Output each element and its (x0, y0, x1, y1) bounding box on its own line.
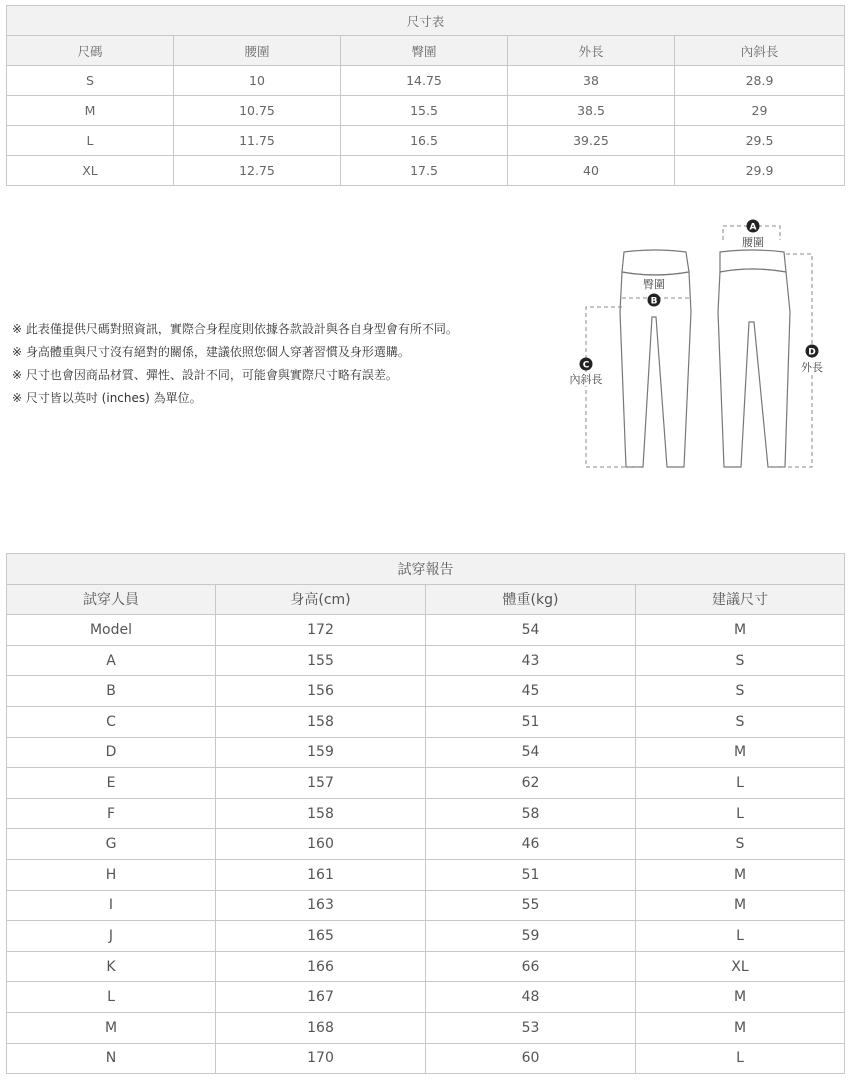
table-cell: S (636, 829, 845, 860)
table-cell: G (7, 829, 216, 860)
fit-report-row (7, 1012, 845, 1043)
table-cell: A (7, 645, 216, 676)
table-cell: 29.5 (675, 126, 845, 156)
table-cell: L (636, 921, 845, 952)
size-chart-header: 臀圍 (341, 36, 508, 66)
table-cell: 168 (216, 1012, 426, 1043)
table-cell: B (7, 676, 216, 707)
table-cell: 14.75 (341, 66, 508, 96)
table-cell: 55 (426, 890, 636, 921)
size-chart-header-row (7, 36, 845, 66)
table-cell: S (636, 706, 845, 737)
table-cell: 172 (216, 615, 426, 646)
table-cell: S (636, 645, 845, 676)
table-cell: K (7, 951, 216, 982)
table-cell: 16.5 (341, 126, 508, 156)
table-cell: M (636, 1012, 845, 1043)
fit-report-row (7, 982, 845, 1013)
table-cell: L (7, 982, 216, 1013)
table-cell: XL (636, 951, 845, 982)
fit-report-row (7, 676, 845, 707)
table-cell: D (7, 737, 216, 768)
fit-report-row (7, 706, 845, 737)
marker-d (796, 345, 828, 375)
note-item: ※ 尺寸也會因商品材質、彈性、設計不同，可能會與實際尺寸略有誤差。 (12, 368, 398, 382)
table-cell: 38 (508, 66, 675, 96)
table-cell: 29.9 (675, 156, 845, 186)
table-cell: 66 (426, 951, 636, 982)
table-cell: 28.9 (675, 66, 845, 96)
size-chart-table (6, 5, 845, 186)
marker-d-letter: D (808, 347, 816, 358)
table-cell: 159 (216, 737, 426, 768)
table-cell: 45 (426, 676, 636, 707)
table-cell: M (636, 982, 845, 1013)
note-item: ※ 身高體重與尺寸沒有絕對的關係，建議依照您個人穿著習慣及身形選購。 (12, 345, 410, 359)
table-cell: L (7, 126, 174, 156)
marker-a-label: 腰圍 (742, 236, 764, 249)
table-cell: S (7, 66, 174, 96)
table-cell: 51 (426, 706, 636, 737)
table-cell: 155 (216, 645, 426, 676)
size-chart-row (7, 156, 845, 186)
table-cell: 29 (675, 96, 845, 126)
fit-report-row (7, 829, 845, 860)
fit-report-header: 試穿人員 (7, 584, 216, 615)
table-cell: 12.75 (174, 156, 341, 186)
fit-report-row (7, 645, 845, 676)
fit-report-header-row (7, 584, 845, 615)
marker-c-letter: C (582, 360, 590, 371)
size-chart-title: 尺寸表 (7, 6, 845, 36)
size-chart-header: 腰圍 (174, 36, 341, 66)
fit-report-row (7, 768, 845, 799)
table-cell: 60 (426, 1043, 636, 1074)
table-cell: M (636, 615, 845, 646)
table-cell: 160 (216, 829, 426, 860)
fit-report-row (7, 798, 845, 829)
table-cell: F (7, 798, 216, 829)
table-cell: M (636, 890, 845, 921)
table-cell: 157 (216, 768, 426, 799)
table-cell: 170 (216, 1043, 426, 1074)
marker-d-label: 外長 (801, 361, 823, 374)
fit-report-header: 身高(cm) (216, 584, 426, 615)
fit-report-row (7, 890, 845, 921)
table-cell: J (7, 921, 216, 952)
marker-b-label: 臀圍 (643, 278, 665, 291)
table-cell: 167 (216, 982, 426, 1013)
marker-a (742, 220, 764, 250)
table-cell: 51 (426, 859, 636, 890)
table-cell: M (7, 96, 174, 126)
size-chart-row (7, 66, 845, 96)
size-chart-header: 外長 (508, 36, 675, 66)
fit-report-row (7, 1043, 845, 1074)
table-cell: L (636, 768, 845, 799)
table-cell: 165 (216, 921, 426, 952)
table-cell: 38.5 (508, 96, 675, 126)
fit-report-header: 建議尺寸 (636, 584, 845, 615)
table-cell: 15.5 (341, 96, 508, 126)
size-chart-row (7, 96, 845, 126)
table-cell: C (7, 706, 216, 737)
table-cell: E (7, 768, 216, 799)
marker-a-letter: A (749, 222, 757, 233)
table-cell: M (636, 737, 845, 768)
table-cell: S (636, 676, 845, 707)
table-cell: 17.5 (341, 156, 508, 186)
table-cell: 40 (508, 156, 675, 186)
table-cell: 10.75 (174, 96, 341, 126)
table-cell: XL (7, 156, 174, 186)
size-chart-row (7, 126, 845, 156)
fit-report-row (7, 615, 845, 646)
table-cell: 158 (216, 706, 426, 737)
table-cell: 39.25 (508, 126, 675, 156)
table-cell: N (7, 1043, 216, 1074)
table-cell: 161 (216, 859, 426, 890)
table-cell: 62 (426, 768, 636, 799)
table-cell: 53 (426, 1012, 636, 1043)
fit-report-row (7, 859, 845, 890)
pants-measurement-diagram (560, 212, 840, 477)
table-cell: 46 (426, 829, 636, 860)
table-cell: 58 (426, 798, 636, 829)
fit-report-row (7, 951, 845, 982)
table-cell: Model (7, 615, 216, 646)
table-cell: M (636, 859, 845, 890)
table-cell: 163 (216, 890, 426, 921)
table-cell: 166 (216, 951, 426, 982)
fit-report-row (7, 921, 845, 952)
marker-c-label: 內斜長 (569, 373, 603, 386)
size-notes (12, 318, 458, 410)
table-cell: L (636, 798, 845, 829)
size-chart-header: 尺碼 (7, 36, 174, 66)
table-cell: I (7, 890, 216, 921)
note-item: ※ 此表僅提供尺碼對照資訊，實際合身程度則依據各款設計與各自身型會有所不同。 (12, 322, 458, 336)
table-cell: 158 (216, 798, 426, 829)
marker-b-letter: B (650, 296, 658, 307)
fit-report-table (6, 553, 845, 1074)
table-cell: 54 (426, 737, 636, 768)
table-cell: 59 (426, 921, 636, 952)
table-cell: 48 (426, 982, 636, 1013)
note-item: ※ 尺寸皆以英吋 (inches) 為單位。 (12, 391, 202, 405)
fit-report-title: 試穿報告 (7, 554, 845, 585)
fit-report-header: 體重(kg) (426, 584, 636, 615)
table-cell: H (7, 859, 216, 890)
size-chart-header: 內斜長 (675, 36, 845, 66)
table-cell: 10 (174, 66, 341, 96)
table-cell: L (636, 1043, 845, 1074)
table-cell: 156 (216, 676, 426, 707)
table-cell: M (7, 1012, 216, 1043)
table-cell: 43 (426, 645, 636, 676)
table-cell: 11.75 (174, 126, 341, 156)
table-cell: 54 (426, 615, 636, 646)
fit-report-row (7, 737, 845, 768)
pants-back-outline (718, 250, 790, 467)
